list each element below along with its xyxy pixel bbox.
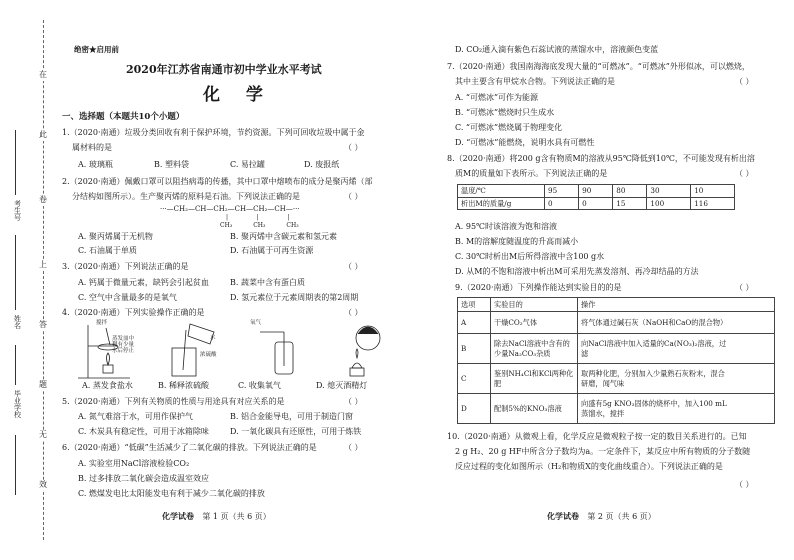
q3-option-c: C. 空气中含量最多的是氧气 — [78, 293, 177, 302]
q4-stem: 4.（2020·南通）下列实验操作正确的是 — [62, 308, 205, 317]
field-line — [15, 435, 16, 495]
section-heading: 一、选择题（本题共10个小题） — [62, 112, 185, 122]
seal-char: 题 — [39, 380, 47, 389]
seal-char: 效 — [39, 480, 47, 489]
field-line — [15, 130, 16, 195]
table-cell: 90 — [579, 185, 613, 198]
field-school: 毕业学校 — [13, 390, 22, 418]
table-cell: 10 — [691, 185, 735, 198]
q3-stem: 3.（2020·南通）下列说法正确的是 — [62, 262, 189, 271]
field-line — [15, 235, 16, 310]
table-cell: 除去NaCl溶液中含有的少量Na₂CO₃杂质 — [491, 334, 578, 364]
answer-paren: （ ） — [735, 283, 754, 292]
q5-option-d: D. 一氧化碳具有还原性，可用于炼铁 — [230, 427, 362, 436]
page-footer — [162, 511, 271, 523]
q3-option-d: D. 氢元素位于元素周期表的第2周期 — [230, 293, 359, 302]
q7-option-b: B. “可燃冰”燃烧时只生成水 — [455, 108, 555, 117]
answer-paren: （ ） — [735, 169, 754, 178]
table-cell: 操作 — [578, 298, 775, 312]
exam-title: 2020年江苏省南通市初中学业水平考试 — [126, 63, 322, 76]
q1-option-a: A. 玻璃瓶 — [78, 160, 113, 169]
q4-label: 浓硫酸 — [200, 352, 217, 358]
q5-option-b: B. 铝合金能导电，可用于制造门窗 — [230, 412, 353, 421]
answer-paren: （ ） — [344, 143, 363, 152]
q4-label: 搅拌 — [96, 320, 108, 326]
q4-option-c: C. 收集氧气 — [238, 381, 281, 390]
q8-option-b: B. M的溶解度随温度的升高而减小 — [455, 237, 579, 246]
q1-stem-2: 属材料的是 — [72, 143, 112, 152]
q4-label: 水 — [210, 335, 216, 341]
q2-stem-2: 分结构如图所示）。生产聚丙烯的原料是石油。下列说法正确的是 — [72, 192, 300, 201]
q9-stem: 9.（2020·南通）下列操作能达到实验目的的是 — [455, 283, 622, 292]
q10-stem-3: 反应过程的变化如图所示（H₂和物质X的变化曲线重合）。下列说法正确的是 — [455, 462, 723, 471]
q8-option-c: C. 30℃时析出M后所得溶液中含100 g水 — [455, 252, 605, 261]
seal-char: 答 — [39, 320, 47, 329]
footer-subject: 化学试卷 — [162, 511, 194, 521]
seal-line — [43, 20, 44, 540]
seal-char: 在 — [39, 70, 47, 79]
table-row — [458, 364, 775, 394]
q2-option-c: C. 石油属于单质 — [78, 246, 137, 255]
table-cell: 95 — [545, 185, 579, 198]
table-cell: 实验目的 — [491, 298, 578, 312]
q5-option-c: C. 木炭具有稳定性，可用于冰箱除味 — [78, 427, 209, 436]
q7-option-a: A. “可燃冰”可作为能源 — [455, 93, 539, 102]
q8-option-a: A. 95℃时该溶液为饱和溶液 — [455, 222, 557, 231]
seal-char: 上 — [39, 260, 47, 269]
q8-table — [457, 184, 735, 210]
q8-option-d: D. 从M的不饱和溶液中析出M可采用先蒸发溶剂、再冷却结晶的方法 — [455, 267, 699, 276]
q6-option-d: D. CO₂通入滴有紫色石蕊试液的蒸馏水中，溶液颜色变蓝 — [455, 45, 659, 54]
q2-formula-ch3-labels: CH₃ CH₃ CH₃ — [220, 222, 299, 229]
table-cell: 0 — [579, 197, 613, 210]
table-cell: 100 — [647, 197, 691, 210]
q1-option-d: D. 废报纸 — [304, 160, 340, 169]
q2-stem: 2.（2020·南通）佩戴口罩可以阻挡病毒的传播，其中口罩中熔喷布的成分是聚丙烯（部 — [62, 177, 373, 186]
q10-stem: 10.（2020·南通）从微观上看，化学反应是微观粒子按一定的数目关系进行的。已知 — [447, 432, 747, 441]
q2-option-d: D. 石油属于可再生资源 — [230, 246, 314, 255]
table-cell: C — [458, 364, 491, 394]
q7-stem-2: 其中主要含有甲烷水合物。下列说法正确的是 — [455, 77, 615, 86]
q5-option-a: A. 氮气难溶于水，可用作保护气 — [78, 412, 193, 421]
field-line — [15, 345, 16, 385]
q6-option-a: A. 实验室用NaCl溶液检验CO₂ — [78, 459, 190, 468]
q10-stem-2: 2 g H₂、20 g HF中所含分子数均为a。一定条件下，某反应中所有物质的分子数随 — [455, 447, 751, 456]
secret-mark: 绝密★启用前 — [74, 45, 119, 54]
table-cell: 30 — [647, 185, 691, 198]
q5-stem: 5.（2020·南通）下列有关物质的性质与用途具有对应关系的是 — [62, 397, 285, 406]
table-cell: 干燥CO₂气体 — [491, 312, 578, 334]
seal-char: 无 — [39, 430, 47, 439]
footer-page: 第 2 页（共 6 页） — [587, 512, 656, 521]
table-row — [458, 334, 775, 364]
answer-paren: （ ） — [344, 397, 363, 406]
seal-char: 此 — [39, 130, 47, 139]
q2-formula-ch3: | | | — [226, 214, 290, 221]
table-cell: 鉴别NH₄Cl和KCl两种化肥 — [491, 364, 578, 394]
q2-formula: ···—CH₂—CH—CH₂—CH—CH₂—CH—··· — [160, 205, 300, 213]
table-row — [458, 298, 775, 312]
answer-paren: （ ） — [344, 308, 363, 317]
q4-label: 氧气 — [250, 320, 262, 326]
table-cell: 80 — [613, 185, 647, 198]
table-row — [458, 394, 775, 424]
seal-char: 卷 — [39, 195, 47, 204]
page-2 — [445, 0, 790, 560]
q4-option-a: A. 蒸发食盐水 — [82, 381, 133, 390]
table-cell: 向NaCl溶液中加入适量的Ca(NO₃)₂溶液，过 滤 — [578, 334, 775, 364]
field-name: 姓名 — [13, 315, 22, 329]
table-cell: 配制5%的KNO₃溶液 — [491, 394, 578, 424]
q8-stem-2: 质M的质量如下表所示。下列说法正确的是 — [455, 169, 608, 178]
q7-stem: 7.（2020·南通）我国南海海底发现大量的“可燃冰”。“可燃冰”外形似冰，可以燃烧， — [447, 62, 750, 71]
field-student-number: 考生号 — [13, 200, 22, 221]
answer-paren: （ ） — [735, 77, 754, 86]
table-cell: 将气体通过碱石灰（NaOH和CaO的混合物） — [578, 312, 775, 334]
page-footer — [547, 511, 656, 523]
table-cell: 选项 — [458, 298, 491, 312]
page-1 — [60, 0, 400, 560]
q6-option-b: B. 过多排放二氧化碳会造成温室效应 — [78, 474, 209, 483]
q4-label: 蒸发皿中 剩有少量 水后停止 — [112, 336, 135, 355]
table-cell: 析出M的质量/g — [458, 197, 545, 210]
table-cell: 116 — [691, 197, 735, 210]
table-cell: 向盛有5g KNO₃固体的烧杯中，加入100 mL 蒸馏水，搅拌 — [578, 394, 775, 424]
table-cell: 取两种化肥，分别加入少量熟石灰粉末，混合 研磨，闻气味 — [578, 364, 775, 394]
q4-option-d: D. 熄灭酒精灯 — [316, 381, 368, 390]
q2-option-a: A. 聚丙烯属于无机物 — [78, 232, 153, 241]
q6-stem: 6.（2020·南通）“低碳”生活减少了二氧化碳的排放。下列说法正确的是 — [62, 443, 317, 452]
q3-option-a: A. 钙属于微量元素，缺钙会引起贫血 — [78, 278, 209, 287]
table-cell: D — [458, 394, 491, 424]
answer-paren: （ ） — [344, 443, 363, 452]
table-cell: 15 — [613, 197, 647, 210]
q8-stem: 8.（2020·南通）将200 g含有物质M的溶液从95℃降低到10℃，不可能发现有析出溶 — [447, 154, 755, 163]
q7-option-d: D. “可燃冰”能燃烧，说明水具有可燃性 — [455, 138, 595, 147]
q1-option-c: C. 易拉罐 — [230, 160, 265, 169]
table-cell: 0 — [545, 197, 579, 210]
q2-option-b: B. 聚丙烯中含碳元素和氢元素 — [230, 232, 337, 241]
table-row — [458, 197, 735, 210]
subject-title: 化 学 — [203, 85, 273, 105]
table-row — [458, 185, 735, 198]
table-cell: B — [458, 334, 491, 364]
table-cell: 温度/℃ — [458, 185, 545, 198]
q4-option-b: B. 稀释浓硫酸 — [158, 381, 209, 390]
answer-paren: （ ） — [735, 480, 754, 489]
answer-paren: （ ） — [344, 192, 363, 201]
q1-stem: 1.（2020·南通）垃圾分类回收有利于保护环境，节约资源。下列可回收垃圾中属于金 — [62, 128, 365, 137]
binding-margin — [0, 0, 60, 560]
q9-table — [457, 297, 775, 424]
q6-option-c: C. 燃煤发电比太阳能发电有利于减少二氧化碳的排放 — [78, 489, 265, 498]
table-row — [458, 312, 775, 334]
table-cell: A — [458, 312, 491, 334]
q7-option-c: C. “可燃冰”燃烧属于物理变化 — [455, 123, 563, 132]
footer-page: 第 1 页（共 6 页） — [202, 512, 271, 521]
q3-option-b: B. 蔬菜中含有蛋白质 — [230, 278, 305, 287]
footer-subject: 化学试卷 — [547, 511, 579, 521]
q1-option-b: B. 塑料袋 — [154, 160, 189, 169]
answer-paren: （ ） — [344, 262, 363, 271]
